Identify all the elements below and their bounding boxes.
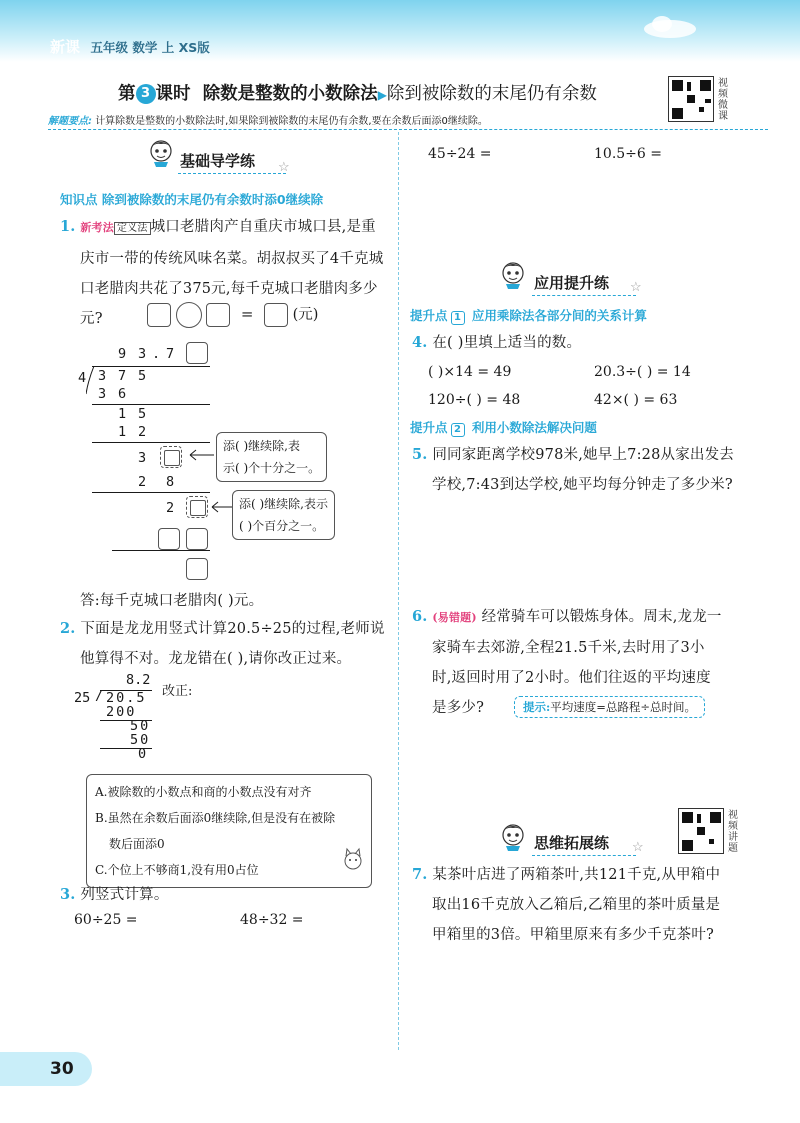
keypoint-bar: 解题要点: 计算除数是整数的小数除法时,如果除到被除数的末尾仍有余数,要在余数后面添0继续除。 [48,112,768,130]
product-box[interactable] [158,528,180,550]
q1-text: 1. 新考法 定义法 城口老腊肉产自重庆市城口县,是重 庆市一带的传统风味名菜。胡叔叔买了4千克城 口老腊肉共花了375元,每千克城口老腊肉多少元? [60,218,384,327]
cloud-icon [640,14,700,40]
remainder-box[interactable] [186,496,208,518]
improve-point-2: 提升点 2 利用小数除法解决问题 [410,420,597,435]
lesson-number-badge: 3 [136,84,156,104]
q7-text: 7. 某茶叶店进了两箱茶叶,共121千克,从甲箱中 取出16千克放入乙箱后,乙箱里的茶叶质量是 甲箱里的3倍。甲箱里原来有多少千克茶叶? [412,866,721,943]
qr-code-icon[interactable] [678,808,724,854]
q6-text: 6. (易错题) 经常骑车可以锻炼身体。周末,龙龙一 家骑车去郊游,全程21.5千米,去时用了3小 时,返回时用了2小时。他们往返的平均速度 是多少? [412,608,722,716]
grade-info: 五年级 数学 上 XS版 [90,40,210,55]
correct-label: 改正: [162,684,193,699]
video-label-2: 视频讲题 [728,810,738,854]
mascot-icon [146,138,176,168]
section-underline [532,855,636,856]
q4-d[interactable]: 42×( ) = 63 [594,392,678,408]
q1-answer: 答:每千克城口老腊肉( )元。 [80,593,264,609]
star-icon: ☆ [278,160,290,175]
brand-bar [50,36,210,57]
option-a[interactable]: A.被除数的小数点和商的小数点没有对齐 [95,785,312,799]
lesson-title: 第 3 课时 除数是整数的小数除法▶除到被除数的末尾仍有余数 [118,84,597,104]
arrow-left-icon [186,448,216,462]
answer-box[interactable] [206,303,230,327]
q4-text: 4. 在( )里填上适当的数。 [412,334,582,351]
cat-mascot-icon [340,846,366,872]
q3-text: 3. 列竖式计算。 [60,886,169,903]
product-box[interactable] [186,528,208,550]
option-c[interactable]: C.个位上不够商1,没有用0占位 [95,863,259,877]
q2-options: A.被除数的小数点和商的小数点没有对齐 B.虽然在余数后面添0继续除,但是没有在被除 数后面添0 C.个位上不够商1,没有用0占位 [86,774,372,888]
division-bracket [86,366,96,396]
section-basic: 基础导学练 [180,152,256,170]
callout-hundredths: 添( )继续除,表示 ( )个百分之一。 [232,490,335,540]
q3-expr-3: 45÷24 = [428,146,492,162]
knowledge-point: 知识点 除到被除数的末尾仍有余数时添0继续除 [60,192,324,207]
brand-logo: 新课 [50,38,81,56]
operator-circle[interactable] [176,302,202,328]
star-icon: ☆ [632,840,644,855]
page-number-tab [0,1052,92,1086]
lesson-subtitle: 除到被除数的末尾仍有余数 [386,84,597,104]
lesson-main-title: 除数是整数的小数除法 [202,84,378,104]
q6-hint: 提示:平均速度=总路程÷总时间。 [514,696,705,718]
q3-expr-1: 60÷25 = [74,912,138,928]
section-applied: 应用提升练 [534,274,610,292]
q3-expr-2: 48÷32 = [240,912,304,928]
answer-box[interactable] [147,303,171,327]
answer-box[interactable] [264,303,288,327]
remainder-box[interactable] [160,446,182,468]
star-icon: ☆ [630,280,642,295]
q2-text: 2. 下面是龙龙用竖式计算20.5÷25的过程,老师说 他算得不对。龙龙错在( ),请你改正过来。 [60,620,385,667]
q1-equation: = (元) [147,302,318,328]
q3-expr-4: 10.5÷6 = [594,146,662,162]
final-remainder-box[interactable] [186,558,208,580]
mascot-icon [498,822,528,852]
page-number: 30 [50,1059,74,1079]
mascot-icon [498,260,528,290]
callout-tenths: 添( )继续除,表 示( )个十分之一。 [216,432,327,482]
section-underline [532,295,636,296]
arrow-icon: ▶ [377,88,387,102]
q5-text: 5. 同同家距离学校978米,她早上7:28从家出发去 学校,7:43到达学校,她平均每分钟走了多少米? [412,446,735,493]
column-divider [398,132,399,1050]
option-b[interactable]: B.虽然在余数后面添0继续除,但是没有在被除 [95,811,336,825]
section-underline [178,173,286,174]
section-thinking: 思维拓展练 [534,834,610,852]
improve-point-1: 提升点 1 应用乘除法各部分间的关系计算 [410,308,647,323]
q4-b[interactable]: 20.3÷( ) = 14 [594,364,691,380]
quotient-box[interactable] [186,342,208,364]
q4-a[interactable]: ( )×14 = 49 [428,364,512,380]
q4-c[interactable]: 120÷( ) = 48 [428,392,521,408]
video-label: 视频微课 [718,78,728,122]
arrow-left-icon [210,500,234,514]
